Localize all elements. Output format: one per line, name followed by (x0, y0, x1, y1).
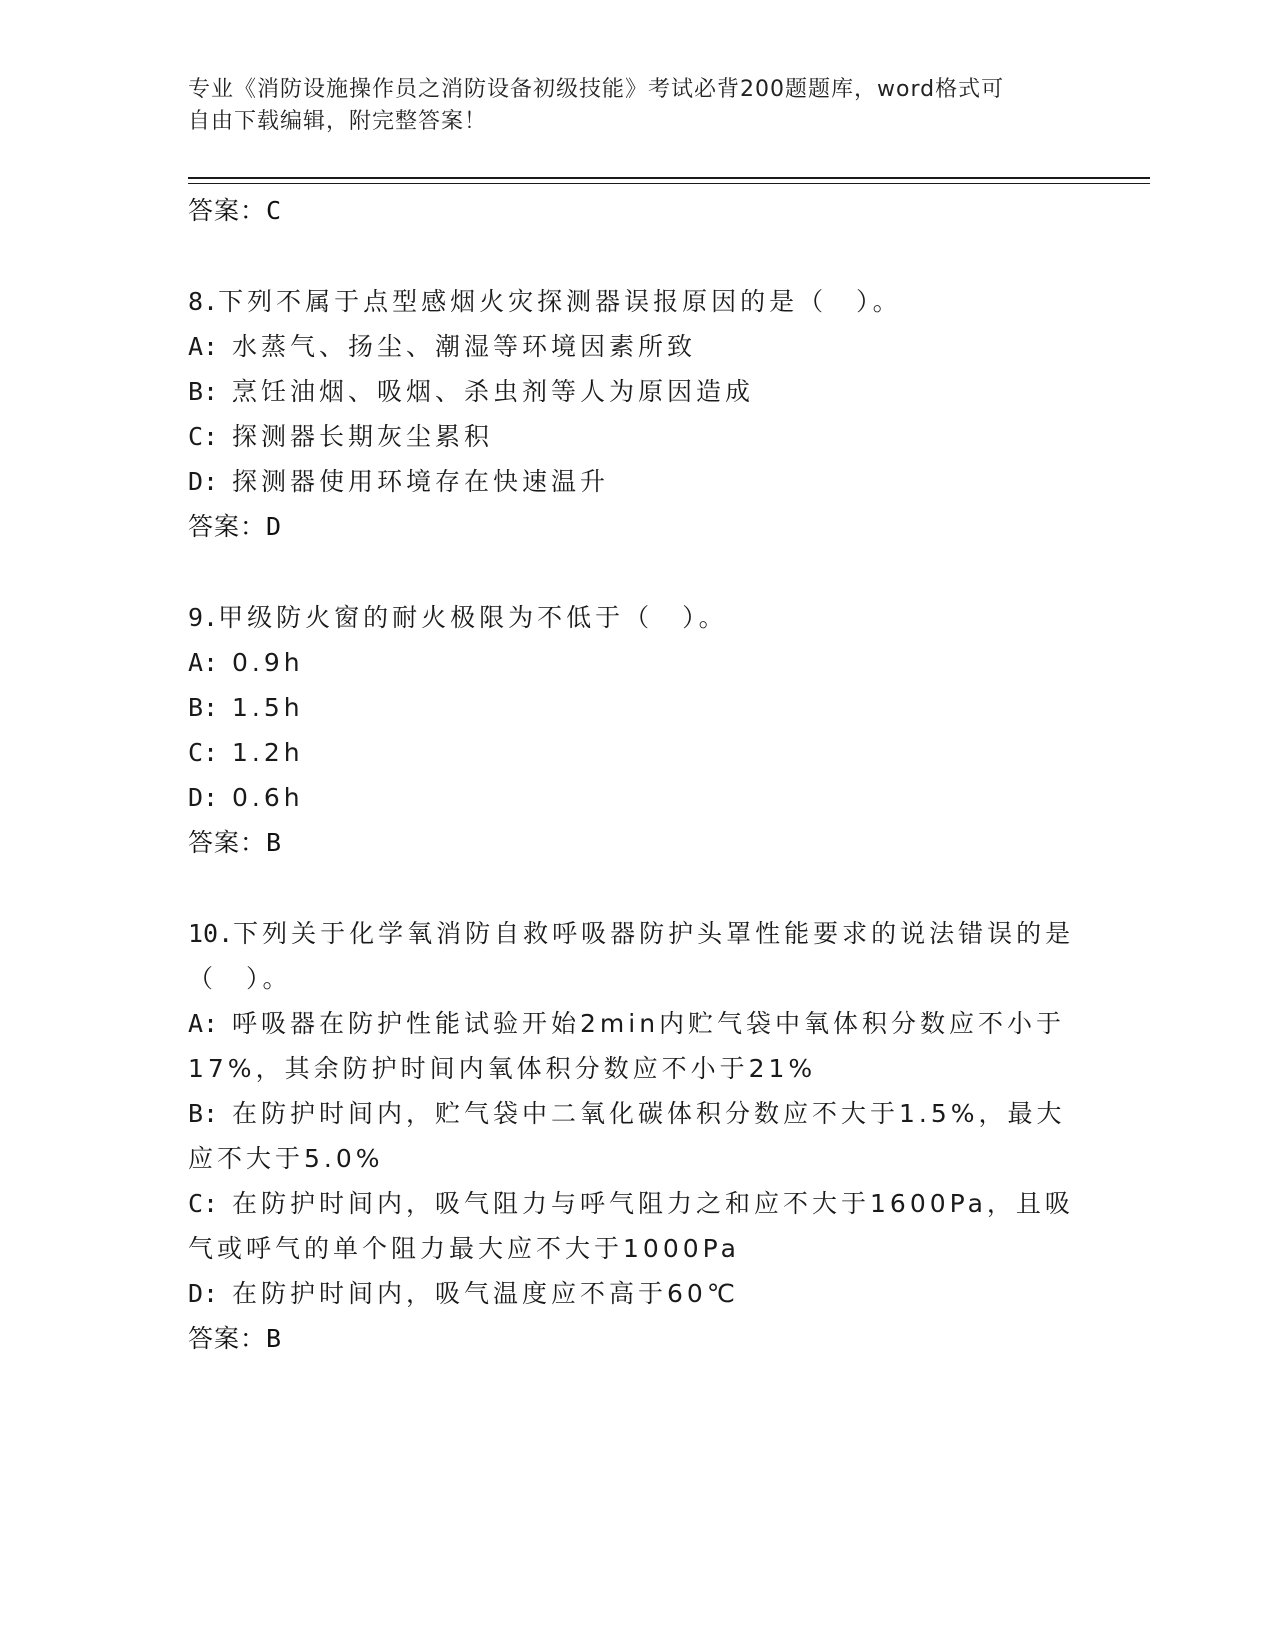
option-text: 0.9h (232, 648, 304, 677)
document-body (188, 188, 1088, 1361)
question-text: 下列关于化学氧消防自救呼吸器防护头罩性能要求的说法错误的是（ ）。 (188, 919, 1075, 993)
header-rule-thin (188, 183, 1150, 184)
option-a (188, 1001, 1088, 1091)
question-8 (188, 279, 1088, 549)
option-c (188, 730, 1088, 775)
answer-label: 答案： (188, 828, 267, 857)
question-number: 8. (188, 287, 219, 316)
option-d (188, 775, 1088, 820)
option-key: D: (188, 467, 219, 496)
question-answer (188, 820, 1088, 865)
answer-value: B (266, 828, 283, 857)
document-header (188, 74, 1068, 138)
option-a (188, 324, 1088, 369)
answer-label: 答案： (188, 512, 267, 541)
option-text: 在防护时间内，吸气温度应不高于60℃ (232, 1279, 739, 1308)
option-key: A: (188, 648, 219, 677)
option-key: B: (188, 377, 219, 406)
previous-answer (188, 188, 1088, 233)
option-key: D: (188, 1279, 219, 1308)
option-c (188, 414, 1088, 459)
question-answer (188, 504, 1088, 549)
question-stem (188, 279, 1088, 324)
option-b (188, 1091, 1088, 1181)
question-number: 9. (188, 603, 219, 632)
option-a (188, 640, 1088, 685)
option-text: 在防护时间内，吸气阻力与呼气阻力之和应不大于1600Pa，且吸气或呼气的单个阻力最大应不大于1000Pa (188, 1189, 1074, 1263)
answer-value: C (266, 196, 283, 225)
option-key: B: (188, 693, 219, 722)
option-text: 在防护时间内，贮气袋中二氧化碳体积分数应不大于1.5%，最大应不大于5.0% (188, 1099, 1066, 1173)
option-key: D: (188, 783, 219, 812)
answer-value: D (266, 512, 283, 541)
option-text: 水蒸气、扬尘、潮湿等环境因素所致 (232, 332, 697, 361)
option-c (188, 1181, 1088, 1271)
option-d (188, 1271, 1088, 1316)
question-10 (188, 911, 1088, 1361)
question-stem (188, 595, 1088, 640)
question-text: 下列不属于点型感烟火灾探测器误报原因的是（ ）。 (218, 287, 902, 316)
question-answer (188, 1316, 1088, 1361)
option-key: B: (188, 1099, 219, 1128)
option-key: C: (188, 1189, 219, 1218)
option-b (188, 369, 1088, 414)
option-key: A: (188, 1009, 219, 1038)
option-text: 0.6h (232, 783, 304, 812)
question-number: 10. (188, 919, 234, 948)
option-text: 1.2h (232, 738, 304, 767)
question-text: 甲级防火窗的耐火极限为不低于（ ）。 (218, 603, 728, 632)
option-key: C: (188, 422, 219, 451)
option-key: C: (188, 738, 219, 767)
option-key: A: (188, 332, 219, 361)
option-text: 呼吸器在防护性能试验开始2min内贮气袋中氧体积分数应不小于17%，其余防护时间内氧体积分数应不小于21% (188, 1009, 1066, 1083)
option-text: 烹饪油烟、吸烟、杀虫剂等人为原因造成 (232, 377, 755, 406)
header-rule-thick (188, 177, 1150, 179)
answer-label: 答案： (188, 196, 267, 225)
option-text: 探测器长期灰尘累积 (232, 422, 494, 451)
answer-label: 答案： (188, 1324, 267, 1353)
answer-value: B (266, 1324, 283, 1353)
option-text: 探测器使用环境存在快速温升 (232, 467, 610, 496)
question-9 (188, 595, 1088, 865)
option-d (188, 459, 1088, 504)
option-b (188, 685, 1088, 730)
header-line-1: 专业《消防设施操作员之消防设备初级技能》考试必背200题题库，word格式可 (188, 77, 1005, 102)
option-text: 1.5h (232, 693, 304, 722)
header-line-2: 自由下载编辑，附完整答案！ (188, 109, 488, 134)
question-stem (188, 911, 1088, 1001)
